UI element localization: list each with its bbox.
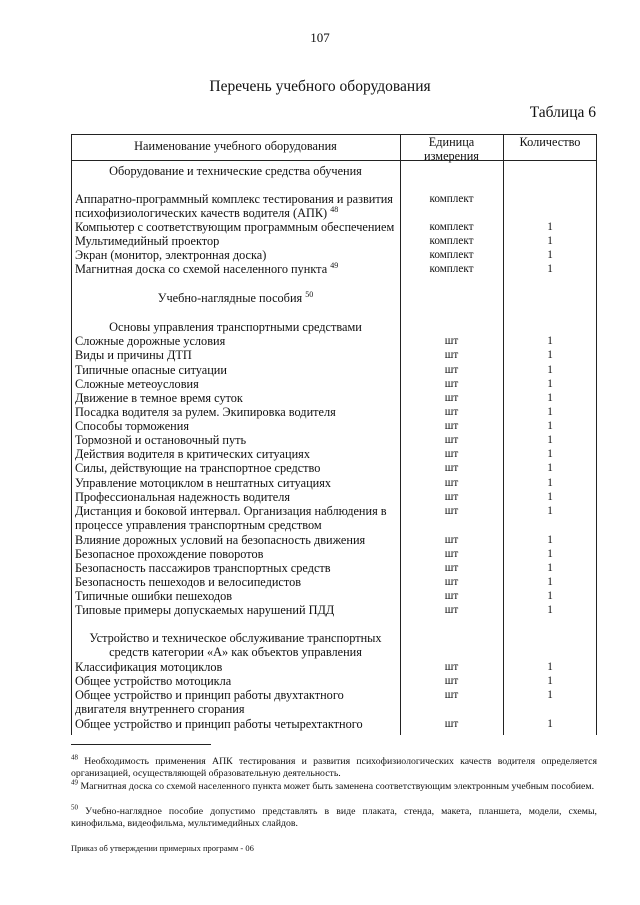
row-qty: 1 (547, 364, 553, 376)
row-qty: 1 (547, 406, 553, 418)
row-qty: 1 (547, 349, 553, 361)
footnote-text: Необходимость применения АПК тестирования и развития психофизиологических качеств водителя определяется организацией, осуществляющей образовательную деятельность. (71, 756, 598, 779)
row-name: Типичные ошибки пешеходов (75, 589, 233, 603)
row-name: процессе управления транспортным средством (75, 518, 322, 532)
row-qty: 1 (547, 378, 553, 390)
row-name: Управление мотоциклом в нештатных ситуациях (75, 476, 332, 490)
row-name: Сложные метеоусловия (75, 377, 199, 391)
row-unit: шт (444, 448, 459, 460)
row-qty: 1 (547, 689, 553, 701)
row-unit: шт (444, 505, 459, 517)
row-unit: шт (444, 335, 459, 347)
row-name: Безопасность пешеходов и велосипедистов (75, 575, 302, 589)
row-name: Аппаратно-программный комплекс тестирования и развития (75, 192, 393, 206)
row-name: Виды и причины ДТП (75, 348, 192, 362)
row-name: Компьютер с соответствующим программным обеспечением (75, 220, 395, 234)
table-header-border (71, 160, 597, 161)
footnote (71, 753, 598, 779)
table-label: Таблица 6 (529, 104, 596, 121)
row-qty: 1 (547, 477, 553, 489)
row-unit: шт (444, 392, 459, 404)
row-unit: шт (444, 604, 459, 616)
row-name: Влияние дорожных условий на безопасность движения (75, 533, 366, 547)
row-qty: 1 (547, 505, 553, 517)
row-unit: шт (444, 689, 459, 701)
footnote-ref: 48 (330, 204, 339, 214)
row-name: Оборудование и технические средства обучения (109, 164, 362, 178)
footnote-text: Магнитная доска со схемой населенного пункта может быть заменена соответствующим электронным учебным пособием. (80, 781, 595, 792)
row-name: психофизиологических качеств водителя (АПК) $^{48}$ (75, 204, 339, 220)
row-name: Типичные опасные ситуации (75, 363, 227, 377)
row-qty: 1 (547, 263, 553, 275)
row-unit: шт (444, 406, 459, 418)
row-name: Силы, действующие на транспортное средство (75, 461, 321, 475)
row-unit: шт (444, 378, 459, 390)
row-unit: шт (444, 675, 459, 687)
row-name: Учебно-наглядные пособия $^{50}$ (157, 289, 314, 305)
row-qty: 1 (547, 420, 553, 432)
header-name: Наименование учебного оборудования (134, 139, 337, 153)
row-unit: комплект (429, 263, 474, 275)
row-qty: 1 (547, 534, 553, 546)
row-name: Экран (монитор, электронная доска) (75, 248, 267, 262)
row-qty: 1 (547, 221, 553, 233)
row-name: средств категории «А» как объектов управления (109, 645, 362, 659)
row-unit: шт (444, 576, 459, 588)
row-name: Действия водителя в критических ситуациях (75, 447, 310, 461)
footnote-number: 49 (71, 778, 78, 787)
row-unit: шт (444, 434, 459, 446)
row-unit: шт (444, 364, 459, 376)
row-name: Общее устройство мотоцикла (75, 674, 232, 688)
header-unit-line2: измерения (424, 149, 479, 163)
row-name: Профессиональная надежность водителя (75, 490, 290, 504)
row-unit: комплект (429, 221, 474, 233)
row-name: Магнитная доска со схемой населенного пункта $^{49}$ (75, 260, 339, 276)
row-unit: шт (444, 661, 459, 673)
row-qty: 1 (547, 604, 553, 616)
header-unit-line1: Единица (428, 135, 475, 149)
row-unit: комплект (429, 235, 474, 247)
row-qty: 1 (547, 576, 553, 588)
row-unit: шт (444, 349, 459, 361)
row-unit: шт (444, 548, 459, 560)
row-name: Способы торможения (75, 419, 189, 433)
row-name: Классификация мотоциклов (75, 660, 223, 674)
row-qty: 1 (547, 462, 553, 474)
row-unit: комплект (429, 193, 474, 205)
row-qty: 1 (547, 235, 553, 247)
row-qty: 1 (547, 661, 553, 673)
footnote-ref: 49 (330, 260, 339, 270)
row-qty: 1 (547, 335, 553, 347)
footnote-number: 50 (71, 803, 78, 812)
footer-note: Приказ об утверждении примерных программ - 06 (71, 843, 254, 853)
footnote-separator (71, 744, 211, 745)
page-number: 107 (310, 30, 330, 45)
row-qty: 1 (547, 392, 553, 404)
row-qty: 1 (547, 548, 553, 560)
row-qty: 1 (547, 562, 553, 574)
row-unit: шт (444, 562, 459, 574)
footnote (71, 803, 597, 829)
row-name: Общее устройство и принцип работы четырехтактного (75, 717, 363, 731)
row-name: Безопасное прохождение поворотов (75, 547, 264, 561)
row-unit: комплект (429, 249, 474, 261)
row-unit: шт (444, 491, 459, 503)
row-name: двигателя внутреннего сгорания (75, 702, 245, 716)
row-unit: шт (444, 718, 459, 730)
row-qty: 1 (547, 491, 553, 503)
row-qty: 1 (547, 448, 553, 460)
row-qty: 1 (547, 434, 553, 446)
row-unit: шт (444, 477, 459, 489)
row-name: Тормозной и остановочный путь (75, 433, 247, 447)
page-title: Перечень учебного оборудования (209, 78, 431, 95)
row-qty: 1 (547, 675, 553, 687)
row-name: Основы управления транспортными средствами (109, 320, 362, 334)
row-name: Сложные дорожные условия (75, 334, 226, 348)
row-unit: шт (444, 420, 459, 432)
row-name: Устройство и техническое обслуживание транспортных (89, 631, 382, 645)
equipment-table (71, 134, 597, 735)
row-unit: шт (444, 590, 459, 602)
row-name: Общее устройство и принцип работы двухтактного (75, 688, 344, 702)
row-name: Движение в темное время суток (75, 391, 243, 405)
footnote-number: 48 (71, 753, 78, 762)
footnote-ref: 50 (305, 289, 314, 299)
footnote-text: Учебно-наглядное пособие допустимо представлять в виде плаката, стенда, макета, планшета, модели, схемы, кинофильма, видеофильма, мультимедийных слайдов. (71, 806, 597, 829)
row-name: Посадка водителя за рулем. Экипировка водителя (75, 405, 336, 419)
row-unit: шт (444, 534, 459, 546)
row-qty: 1 (547, 718, 553, 730)
row-name: Мультимедийный проектор (75, 234, 220, 248)
row-name: Безопасность пассажиров транспортных средств (75, 561, 331, 575)
row-qty: 1 (547, 590, 553, 602)
row-name: Дистанция и боковой интервал. Организация наблюдения в (75, 504, 387, 518)
row-qty: 1 (547, 249, 553, 261)
header-qty: Количество (519, 135, 581, 149)
footnote (71, 778, 597, 793)
row-unit: шт (444, 462, 459, 474)
row-name: Типовые примеры допускаемых нарушений ПДД (75, 603, 335, 617)
